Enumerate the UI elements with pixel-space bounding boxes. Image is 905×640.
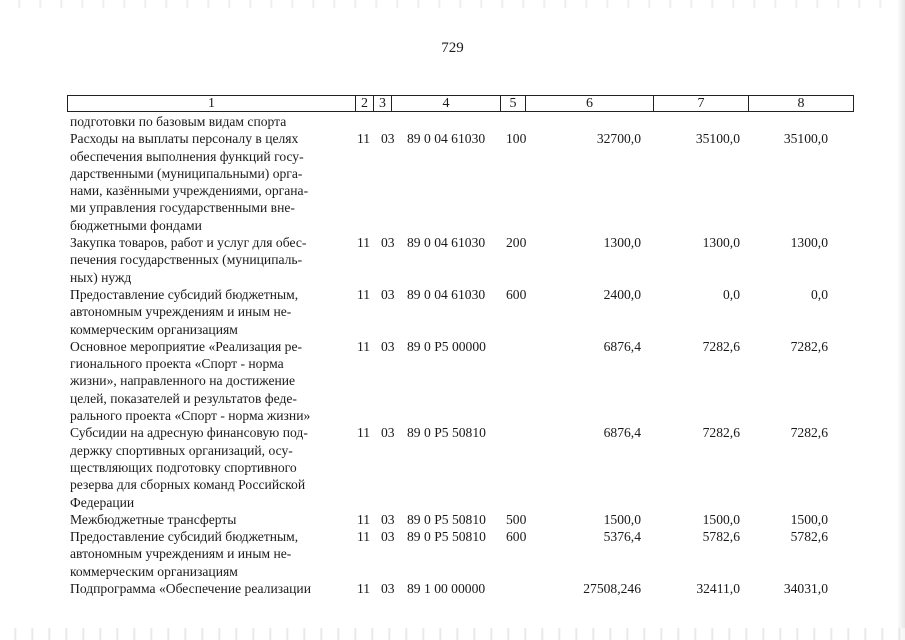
row-description xyxy=(70,338,348,424)
header-col-2: 2 xyxy=(356,96,374,111)
subsection-code: 03 xyxy=(381,235,395,251)
section-code: 11 xyxy=(357,286,371,302)
table-row xyxy=(70,338,855,424)
table-row xyxy=(70,234,855,286)
description-line: жизни», направленного на достижение xyxy=(70,373,296,389)
subsection-code: 03 xyxy=(381,338,395,354)
row-description xyxy=(70,130,348,234)
table-body xyxy=(70,113,855,597)
description-line: резерва для сборных команд Российской xyxy=(70,477,306,493)
amount-col-8: 0,0 xyxy=(811,286,828,302)
section-code: 11 xyxy=(357,131,371,147)
row-description xyxy=(70,113,348,130)
scan-edge-right xyxy=(897,0,905,640)
target-article-code: 89 0 04 61030 xyxy=(407,235,486,251)
amount-col-7: 7282,6 xyxy=(702,338,740,354)
target-article-code: 89 0 P5 50810 xyxy=(407,529,486,545)
description-line: обеспечения выполнения функций госу- xyxy=(70,148,304,164)
section-code: 11 xyxy=(357,338,371,354)
target-article-code: 89 0 P5 00000 xyxy=(407,338,486,354)
section-code: 11 xyxy=(357,235,371,251)
description-line: Подпрограмма «Обеспечение реализации xyxy=(70,581,311,597)
amount-col-7: 1300,0 xyxy=(702,235,740,251)
target-article-code: 89 0 P5 50810 xyxy=(407,511,486,527)
description-line: ми управления государственными вне- xyxy=(70,200,295,216)
header-col-7: 7 xyxy=(654,96,749,111)
row-description xyxy=(70,286,348,338)
amount-col-8: 34031,0 xyxy=(783,581,828,597)
description-line: автономным учреждениям и иным не- xyxy=(70,304,292,320)
amount-col-8: 1500,0 xyxy=(790,511,828,527)
expense-type-code: 600 xyxy=(506,529,527,545)
header-col-4: 4 xyxy=(392,96,501,111)
subsection-code: 03 xyxy=(381,425,395,441)
subsection-code: 03 xyxy=(381,286,395,302)
expense-type-code: 600 xyxy=(506,286,527,302)
amount-col-6: 32700,0 xyxy=(596,131,641,147)
amount-col-8: 7282,6 xyxy=(790,425,828,441)
amount-col-8: 1300,0 xyxy=(790,235,828,251)
description-line: ных) нужд xyxy=(70,269,132,285)
row-description xyxy=(70,580,348,597)
header-col-6: 6 xyxy=(526,96,654,111)
description-line: Субсидии на адресную финансовую под- xyxy=(70,425,308,441)
target-article-code: 89 1 00 00000 xyxy=(407,581,486,597)
table-header-row xyxy=(67,95,854,112)
target-article-code: 89 0 04 61030 xyxy=(407,131,486,147)
description-line: Межбюджетные трансферты xyxy=(70,511,237,527)
scan-edge-top xyxy=(0,0,905,8)
table-row xyxy=(70,286,855,338)
section-code: 11 xyxy=(357,581,371,597)
amount-col-7: 5782,6 xyxy=(702,529,740,545)
scan-edge-bottom xyxy=(0,628,905,640)
description-line: держку спортивных организаций, осу- xyxy=(70,442,293,458)
row-description xyxy=(70,528,348,580)
subsection-code: 03 xyxy=(381,511,395,527)
table-row xyxy=(70,113,855,130)
target-article-code: 89 0 P5 50810 xyxy=(407,425,486,441)
description-line: рального проекта «Спорт - норма жизни» xyxy=(70,408,311,424)
description-line: автономным учреждениям и иным не- xyxy=(70,546,292,562)
subsection-code: 03 xyxy=(381,529,395,545)
description-line: гионального проекта «Спорт - норма xyxy=(70,356,284,372)
amount-col-6: 5376,4 xyxy=(603,529,641,545)
description-line: нами, казёнными учреждениями, органа- xyxy=(70,183,309,199)
amount-col-8: 7282,6 xyxy=(790,338,828,354)
table-row xyxy=(70,511,855,528)
amount-col-6: 6876,4 xyxy=(603,425,641,441)
amount-col-7: 32411,0 xyxy=(696,581,740,597)
section-code: 11 xyxy=(357,529,371,545)
description-line: бюджетными фондами xyxy=(70,217,202,233)
amount-col-6: 6876,4 xyxy=(603,338,641,354)
header-col-5: 5 xyxy=(501,96,526,111)
amount-col-8: 35100,0 xyxy=(783,131,828,147)
expense-type-code: 500 xyxy=(506,511,527,527)
description-line: Расходы на выплаты персоналу в целях xyxy=(70,131,299,147)
header-col-1: 1 xyxy=(68,96,356,111)
subsection-code: 03 xyxy=(381,581,395,597)
amount-col-8: 5782,6 xyxy=(790,529,828,545)
amount-col-7: 1500,0 xyxy=(702,511,740,527)
expense-type-code: 100 xyxy=(506,131,527,147)
description-line: подготовки по базовым видам спорта xyxy=(70,114,287,129)
amount-col-6: 27508,246 xyxy=(583,581,641,597)
target-article-code: 89 0 04 61030 xyxy=(407,286,486,302)
row-description xyxy=(70,234,348,286)
table-row xyxy=(70,130,855,234)
amount-col-7: 7282,6 xyxy=(702,425,740,441)
row-description xyxy=(70,424,348,510)
description-line: коммерческим организациям xyxy=(70,563,238,579)
header-col-3: 3 xyxy=(374,96,392,111)
description-line: Предоставление субсидий бюджетным, xyxy=(70,286,299,302)
description-line: Закупка товаров, работ и услуг для обес- xyxy=(70,235,307,251)
amount-col-6: 1300,0 xyxy=(603,235,641,251)
amount-col-7: 0,0 xyxy=(723,286,740,302)
amount-col-7: 35100,0 xyxy=(695,131,740,147)
description-line: печения государственных (муниципаль- xyxy=(70,252,303,268)
description-line: Предоставление субсидий бюджетным, xyxy=(70,529,299,545)
description-line: коммерческим организациям xyxy=(70,321,238,337)
description-line: дарственными (муниципальными) орга- xyxy=(70,165,303,181)
description-line: целей, показателей и результатов феде- xyxy=(70,390,297,406)
description-line: Федерации xyxy=(70,494,135,510)
page-number: 729 xyxy=(441,40,464,56)
table-row xyxy=(70,580,855,597)
table-row xyxy=(70,424,855,510)
expense-type-code: 200 xyxy=(506,235,527,251)
description-line: Основное мероприятие «Реализация ре- xyxy=(70,338,303,354)
section-code: 11 xyxy=(357,511,371,527)
amount-col-6: 1500,0 xyxy=(603,511,641,527)
description-line: ществляющих подготовку спортивного xyxy=(70,459,297,475)
amount-col-6: 2400,0 xyxy=(603,286,641,302)
row-description xyxy=(70,511,348,528)
table-row xyxy=(70,528,855,580)
header-col-8: 8 xyxy=(797,96,805,111)
subsection-code: 03 xyxy=(381,131,395,147)
section-code: 11 xyxy=(357,425,371,441)
